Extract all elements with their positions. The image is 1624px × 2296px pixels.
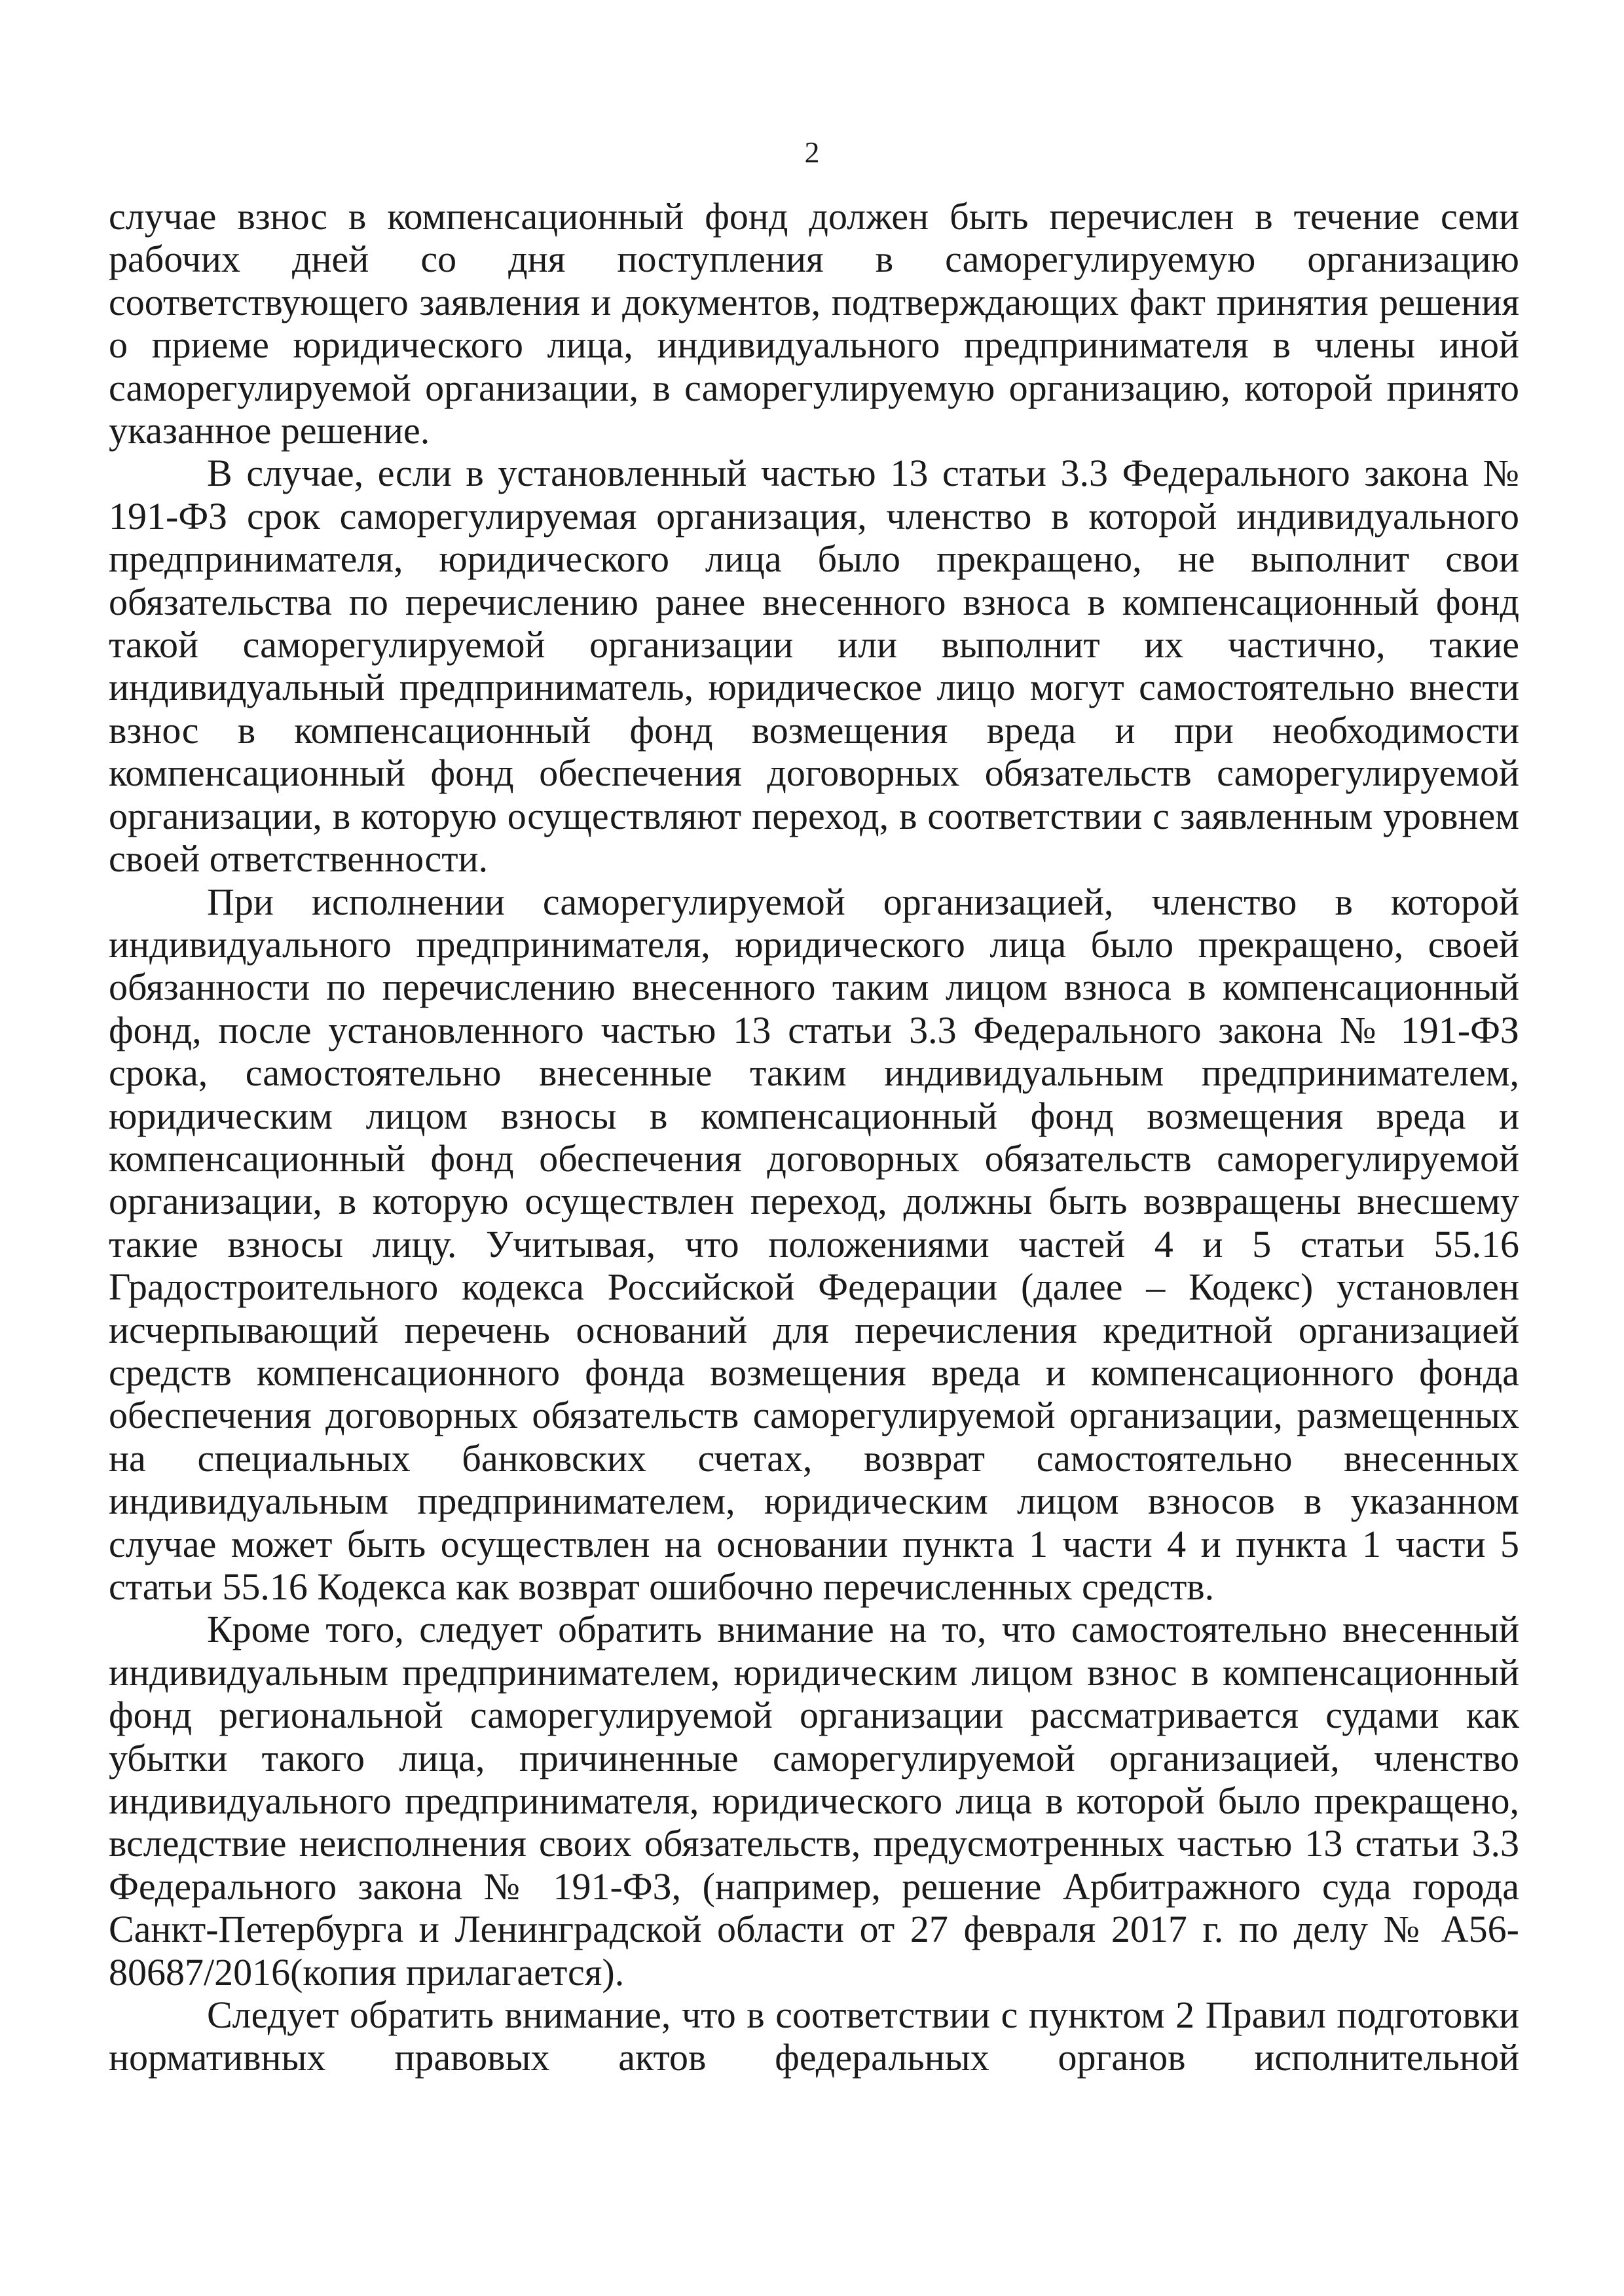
page-number: 2	[804, 136, 820, 169]
paragraph-refund-of-contributions: При исполнении саморегулируемой организацией, членство в которой индивидуального предпринимателя, юридического лица было прекращено, своей обязанности по перечислению внесенного таким лицом взноса в компенсационный фонд, после установленного частью 13 статьи 3.3 Федерального закона № 191-ФЗ срока, самостоятельно внесенные таким индивидуальным предпринимателем, юридическим лицом взносы в компенсационный фонд возмещения вреда и компенсационный фонд обеспечения договорных обязательств саморегулируемой организации, в которую осуществлен переход, должны быть возвращены внесшему такие взносы лицу. Учитывая, что положениями частей 4 и 5 статьи 55.16 Градостроительного кодекса Российской Федерации (далее – Кодекс) установлен исчерпывающий перечень оснований для перечисления кредитной организацией средств компенсационного фонда возмещения вреда и компенсационного фонда обеспечения договорных обязательств саморегулируемой организации, размещенных на специальных банковских счетах, возврат самостоятельно внесенных индивидуальным предпринимателем, юридическим лицом взносов в указанном случае может быть осуществлен на основании пункта 1 части 4 и пункта 1 части 5 статьи 55.16 Кодекса как возврат ошибочно перечисленных средств.	[109, 880, 1519, 1608]
paragraph-transfer-contribution: В случае, если в установленный частью 13 статьи 3.3 Федерального закона № 191-ФЗ срок саморегулируемая организация, членство в которой индивидуального предпринимателя, юридического лица было прекращено, не выполнит свои обязательства по перечислению ранее внесенного взноса в компенсационный фонд такой саморегулируемой организации или выполнит их частично, такие индивидуальный предприниматель, юридическое лицо могут самостоятельно внести взнос в компенсационный фонд возмещения вреда и при необходимости компенсационный фонд обеспечения договорных обязательств саморегулируемой организации, в которую осуществляют переход, в соответствии с заявленным уровнем своей ответственности.	[109, 452, 1519, 881]
paragraph-continuation: случае взнос в компенсационный фонд должен быть перечислен в течение семи рабочих дней со дня поступления в саморегулируемую организацию соответствующего заявления и документов, подтверждающих факт принятия решения о приеме юридического лица, индивидуального предпринимателя в члены иной саморегулируемой организации, в саморегулируемую организацию, которой принято указанное решение.	[109, 195, 1519, 452]
paragraph-court-practice: Кроме того, следует обратить внимание на то, что самостоятельно внесенный индивидуальным предпринимателем, юридическим лицом взнос в компенсационный фонд региональной саморегулируемой организации рассматривается судами как убытки такого лица, причиненные саморегулируемой организацией, членство индивидуального предпринимателя, юридического лица в которой было прекращено, вследствие неисполнения своих обязательств, предусмотренных частью 13 статьи 3.3 Федерального закона № 191-ФЗ, (например, решение Арбитражного суда города Санкт-Петербурга и Ленинградской области от 27 февраля 2017 г. по делу № А56-80687/2016(копия прилагается).	[109, 1608, 1519, 1994]
document-body	[109, 195, 1519, 2079]
paragraph-rules-reference: Следует обратить внимание, что в соответствии с пунктом 2 Правил подготовки нормативных правовых актов федеральных органов исполнительной	[109, 1994, 1519, 2079]
